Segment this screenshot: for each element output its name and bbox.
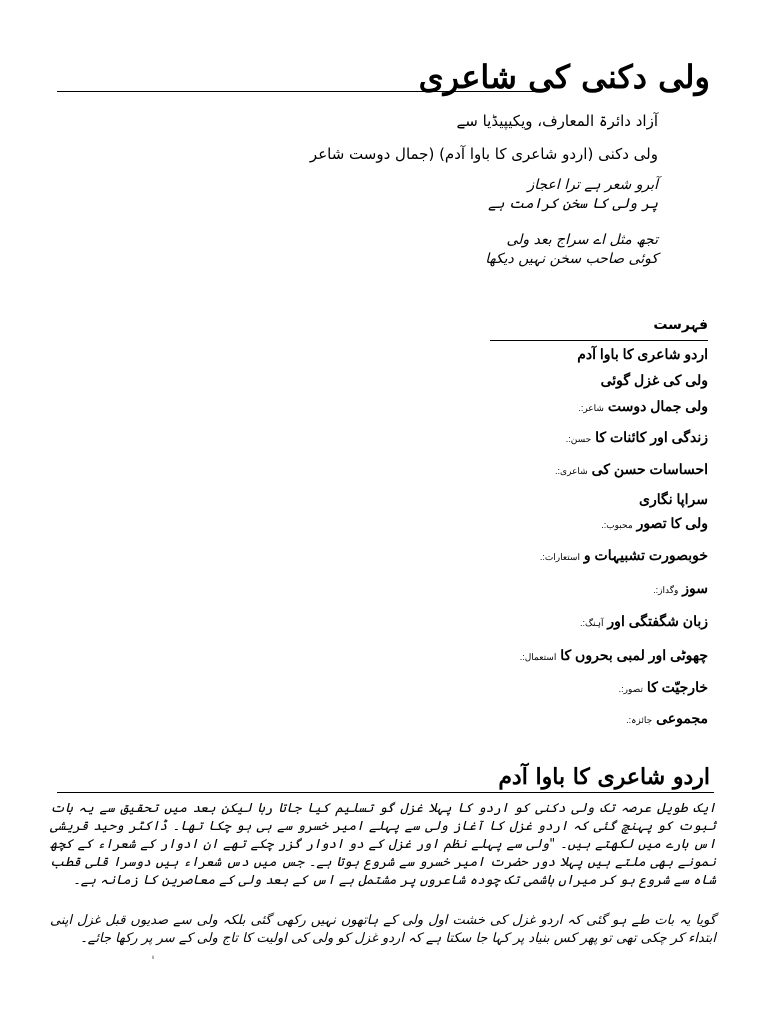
toc-underline	[490, 340, 708, 341]
toc-item[interactable]	[639, 491, 708, 508]
toc-item[interactable]	[580, 613, 708, 630]
toc-item-label: سراپا نگاری	[638, 491, 708, 507]
couplet-2-line-1: تجھ مثل اے سراج بعد ولی	[506, 232, 658, 248]
toc-item-label: ولی کی غزل گوئی	[600, 372, 708, 388]
toc-item[interactable]	[540, 547, 708, 564]
toc-item[interactable]	[601, 515, 708, 532]
toc-item-suffix: محبوب:.	[601, 520, 633, 530]
toc-item-label: خارجیّت کا	[646, 679, 708, 695]
toc-item[interactable]	[619, 679, 708, 696]
toc-item-suffix: تصور:.	[618, 684, 643, 694]
toc-item[interactable]	[520, 647, 708, 664]
couplet-1	[488, 176, 658, 214]
section-paragraph-1: ایک طویل عرصہ تک ولی دکنی کو اردو کا پہلا غزل گو تسلیم کیا جاتا رہا لیکن بعد میں تحقیق سے یہ بات ثبوت کو پہنچ گئی کہ اردو غزل کا آغاز ولی سے پہلے امیر خسرو سے ہی ہو چکا تھا۔ ڈاکٹر وحید قریشی اس بارے میں لکھتے ہیں۔ "ولی سے پہلے نظم اور غزل کے دو ادوار گزر چکے تھے ان ادوار کے شعراء کے کچھ نمونے بھی ملتے ہیں پہلا دور حضرت امیر خسرو سے شروع ہوتا ہے۔ جس میں دس شعراء ہیں دوسرا قلی قطب شاہ سے شروع ہو کر میراں ہاشمی تک چودہ شاعروں پر مشتمل ہے اس کے بعد ولی کے معاصرین کا زمانہ ہے۔	[50, 801, 716, 888]
toc-item-suffix: شاعر:.	[578, 403, 604, 413]
toc-item-label: سوز	[682, 580, 708, 596]
couplet-1-line-2: پر ولی کا سخن کرامت ہے	[488, 195, 658, 212]
toc-heading: فہرست	[653, 317, 708, 333]
page-title: ولی دکنی کی شاعری	[418, 58, 710, 96]
toc-item[interactable]	[555, 461, 708, 478]
toc-item[interactable]	[601, 372, 708, 389]
couplet-2	[485, 231, 658, 269]
source-subtitle: آزاد دائرۃ المعارف، ویکیپیڈیا سے	[456, 112, 658, 130]
toc-item-suffix: شاعری:.	[555, 466, 588, 476]
toc-item[interactable]	[577, 346, 708, 363]
toc-item-suffix: جائزہ:.	[626, 715, 653, 725]
toc-item-label: ولی کا تصور	[636, 515, 708, 531]
toc-item-label: زبان شگفتگی اور	[607, 613, 708, 629]
toc-item-suffix: استعمال:.	[519, 652, 557, 662]
toc-item-suffix: وگداز:.	[653, 585, 679, 595]
toc-item-label: چھوٹی اور لمبی بحروں کا	[560, 647, 708, 663]
toc-item[interactable]	[566, 429, 708, 446]
toc-item[interactable]	[626, 710, 708, 727]
toc-item-label: ولی جمال دوست	[607, 398, 708, 414]
toc-item-label: زندگی اور کائنات کا	[595, 429, 708, 445]
toc-item-label: خوبصورت تشبیہات و	[583, 547, 708, 563]
couplet-2-line-2: کوئی صاحب سخن نہیں دیکھا	[485, 250, 658, 267]
section-underline	[57, 792, 714, 793]
toc-item[interactable]	[653, 580, 708, 597]
toc-item-suffix: حسن:.	[565, 434, 592, 444]
toc-item-label: مجموعی	[656, 710, 708, 726]
title-underline	[57, 91, 545, 92]
section-paragraph-2: گویا یہ بات طے ہو گئی کہ اردو غزل کی خشت اول ولی کے ہاتھوں نہیں رکھی گئی بلکہ ولی سے صدیوں قبل غزل اپنی ابتداء کر چکی تھی تو پھر کس بنیاد پر کہا جا سکتا ہے کہ اردو غزل کو ولی کی اولیت کا تاج ولی کے سر پر رکھا جائے۔	[50, 913, 716, 946]
toc-item-label: اردو شاعری کا باوا آدم	[577, 346, 708, 362]
toc-item-suffix: استعارات:.	[539, 552, 580, 562]
toc-item-suffix: آہنگ:.	[579, 618, 604, 628]
toc-item-label: احساسات حسن کی	[591, 461, 708, 477]
section-title: اردو شاعری کا باوا آدم	[498, 764, 710, 790]
couplet-1-line-1: آبرو شعر ہے ترا اعجاز	[527, 177, 658, 193]
toc-item[interactable]	[578, 398, 708, 415]
poet-byline: ولی دکنی (اردو شاعری کا باوا آدم) (جمال دوست شاعر	[309, 145, 658, 163]
